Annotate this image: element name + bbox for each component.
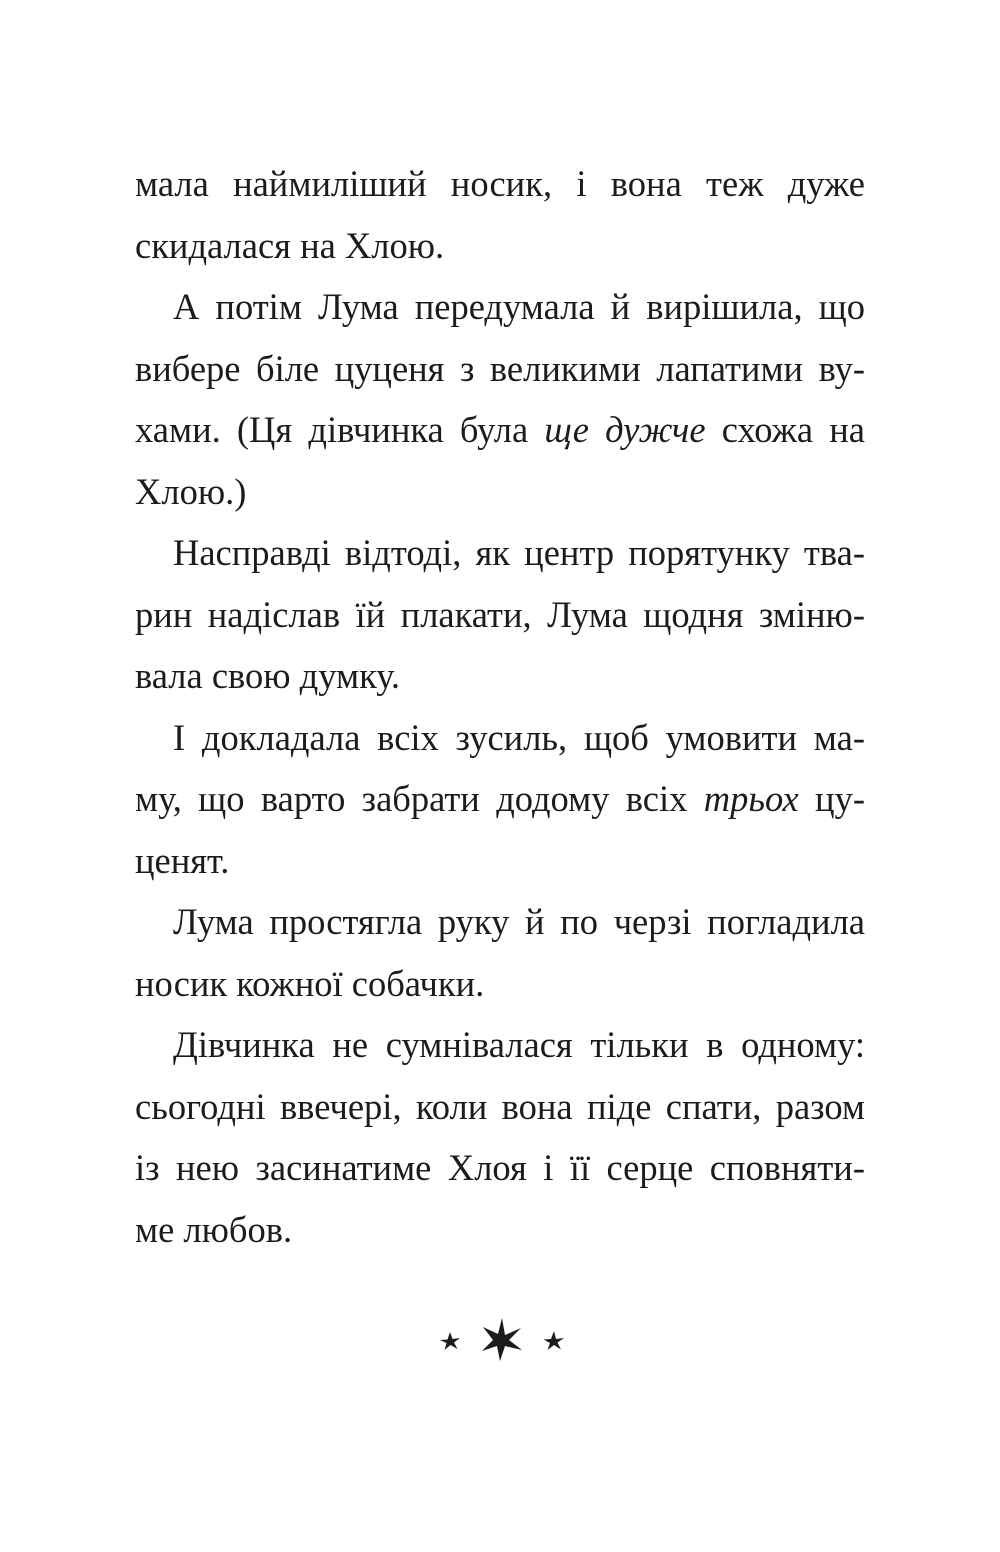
paragraph <box>135 891 865 1014</box>
text-line <box>135 830 865 892</box>
text-line <box>135 276 865 338</box>
text-run: Насправді відтоді, як центр порятунку тва- <box>173 532 865 573</box>
small-star-left-icon <box>440 1332 460 1350</box>
text-run: схожа на <box>705 409 865 450</box>
text-line <box>135 399 865 461</box>
text-line <box>135 1199 865 1261</box>
text-run: мала наймиліший носик, і вона теж дуже <box>135 163 865 204</box>
text-line <box>135 953 865 1015</box>
text-line <box>135 215 865 277</box>
text-run: скидалася на Хлою. <box>135 224 445 266</box>
text-run: цу- <box>798 778 865 819</box>
text-run: вибере біле цуценя з великими лапатими ву- <box>135 347 865 389</box>
text-line <box>135 153 865 215</box>
text-run: носик кожної собачки. <box>135 962 485 1004</box>
text-line <box>135 584 865 646</box>
text-line <box>135 645 865 707</box>
text-run: ценят. <box>135 839 230 881</box>
paragraph <box>135 276 865 522</box>
text-run: ме любов. <box>135 1208 293 1250</box>
text-run: рин надіслав їй плакати, Лума щодня зміню- <box>135 593 865 635</box>
text-run: вала свою думку. <box>135 655 401 696</box>
text-line <box>135 1076 865 1138</box>
text-line <box>135 891 865 953</box>
italic-text: ще дужче <box>544 409 706 450</box>
text-run: А потім Лума передумала й вирішила, що <box>173 286 865 327</box>
paragraph <box>135 707 865 892</box>
text-run: хами. (Ця дівчинка була <box>135 409 545 450</box>
text-run: сьогодні ввечері, коли вона піде спати, разом <box>135 1085 865 1127</box>
text-run: Дівчинка не сумнівалася тільки в одному: <box>173 1024 865 1065</box>
text-line <box>135 1137 865 1199</box>
paragraph <box>135 522 865 707</box>
text-line <box>135 707 865 769</box>
text-run: му, що варто забрати додому всіх <box>135 778 704 819</box>
text-run: Лума простягла руку й по черзі погладила <box>173 901 865 942</box>
text-line <box>135 522 865 584</box>
text-line <box>135 461 865 523</box>
text-run: із нею засинатиме Хлоя і її серце сповняти- <box>135 1147 865 1188</box>
paragraph <box>135 1014 865 1260</box>
text-line <box>135 768 865 830</box>
body-text <box>135 153 865 1260</box>
text-line <box>135 1014 865 1076</box>
large-star-center-icon <box>482 1318 522 1361</box>
paragraph <box>135 153 865 276</box>
small-star-right-icon <box>544 1331 565 1350</box>
three-stars-icon <box>430 1312 570 1372</box>
text-run: І докладала всіх зусиль, щоб умовити ма- <box>173 716 865 758</box>
italic-text: трьох <box>703 778 799 819</box>
text-run: Хлою.) <box>135 470 247 512</box>
text-line <box>135 338 865 400</box>
